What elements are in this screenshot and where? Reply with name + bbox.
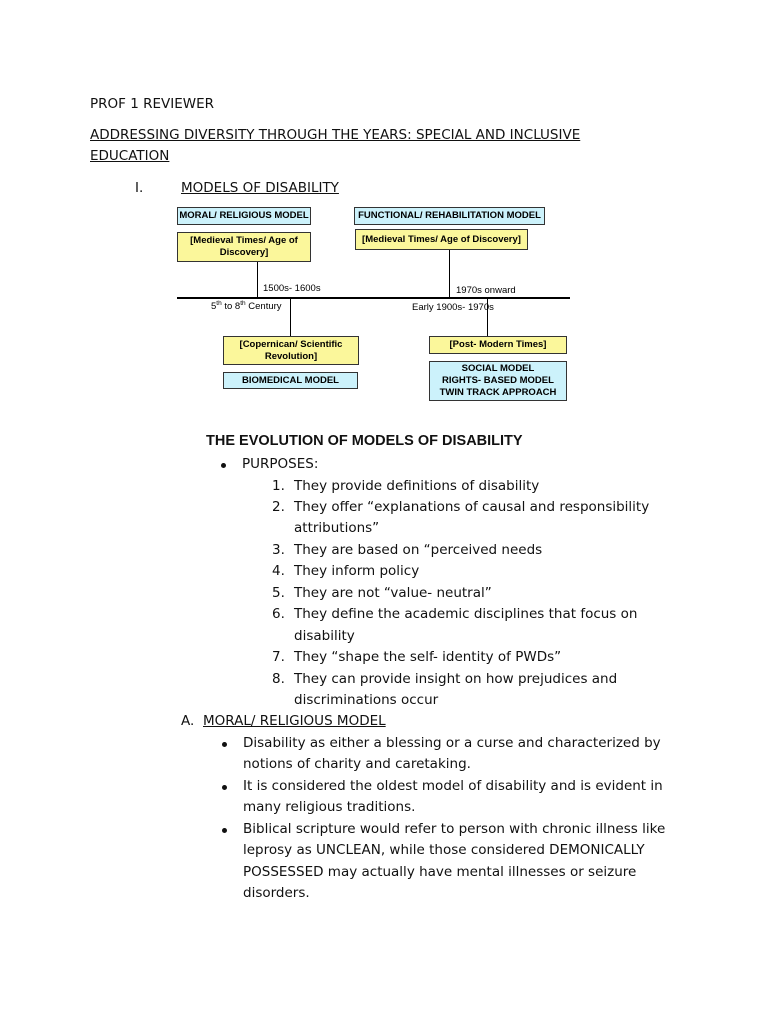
rights-based-model-line: RIGHTS- BASED MODEL — [442, 375, 554, 386]
twin-track-approach-line: TWIN TRACK APPROACH — [439, 387, 557, 398]
purpose-number: 5. — [272, 585, 285, 601]
main-heading-line-1: ADDRESSING DIVERSITY THROUGH THE YEARS: SPECIAL AND INCLUSIVE — [90, 127, 581, 143]
purpose-number: 6. — [272, 606, 285, 622]
purpose-text-continued: disability — [294, 628, 355, 644]
purpose-text: They define the academic disciplines that focus on — [294, 606, 638, 622]
document-title: PROF 1 REVIEWER — [90, 96, 214, 112]
bullet-text-continued: many religious traditions. — [243, 799, 416, 815]
social-model-line: SOCIAL MODEL — [461, 363, 535, 374]
section-numeral: I. — [135, 180, 144, 196]
purpose-number: 1. — [272, 478, 285, 494]
social-models-box — [429, 361, 567, 401]
purpose-text: They provide definitions of disability — [294, 478, 540, 494]
medieval-box-right: [Medieval Times/ Age of Discovery] — [355, 229, 528, 250]
section-a-letter: A. — [181, 713, 195, 729]
connector-right-up — [449, 250, 450, 298]
purpose-text: They are based on “perceived needs — [294, 542, 543, 558]
bullet-text: Biblical scripture would refer to person with chronic illness like — [243, 821, 666, 837]
moral-model-box: MORAL/ RELIGIOUS MODEL — [177, 207, 311, 225]
bullet-text-continued: disorders. — [243, 885, 310, 901]
bullet-text-continued: POSSESSED may actually have mental illnesses or seizure — [243, 864, 637, 880]
bullet-icon — [222, 828, 227, 833]
purpose-text: They offer “explanations of causal and responsibility — [294, 499, 650, 515]
section-title: MODELS OF DISABILITY — [181, 180, 339, 196]
postmodern-box: [Post- Modern Times] — [429, 336, 567, 354]
purpose-text: They can provide insight on how prejudices and — [294, 671, 618, 687]
label-5th-to-8th-century: 5th to 8th Century — [211, 300, 282, 313]
label-1500s-1600s: 1500s- 1600s — [263, 283, 321, 294]
bullet-icon — [221, 463, 226, 468]
purpose-number: 7. — [272, 649, 285, 665]
functional-model-box: FUNCTIONAL/ REHABILITATION MODEL — [354, 207, 545, 225]
timeline-axis — [177, 297, 570, 299]
purpose-number: 3. — [272, 542, 285, 558]
label-early-1900s-1970s: Early 1900s- 1970s — [412, 302, 494, 313]
bullet-text: Disability as either a blessing or a curse and characterized by — [243, 735, 661, 751]
label-1970s-onward: 1970s onward — [456, 285, 516, 296]
bullet-text: It is considered the oldest model of disability and is evident in — [243, 778, 663, 794]
purpose-text: They are not “value- neutral” — [294, 585, 492, 601]
purpose-text-continued: attributions” — [294, 520, 380, 536]
purpose-text-continued: discriminations occur — [294, 692, 439, 708]
section-a-title: MORAL/ RELIGIOUS MODEL — [203, 713, 386, 729]
bullet-icon — [222, 785, 227, 790]
medieval-box-left: [Medieval Times/ Age of Discovery] — [177, 232, 311, 262]
connector-left-down — [290, 298, 291, 336]
purpose-number: 4. — [272, 563, 285, 579]
bullet-text-continued: leprosy as UNCLEAN, while those considered DEMONICALLY — [243, 842, 645, 858]
main-heading-line-2: EDUCATION — [90, 148, 170, 164]
bullet-text-continued: notions of charity and caretaking. — [243, 756, 471, 772]
evolution-heading: THE EVOLUTION OF MODELS OF DISABILITY — [206, 433, 523, 449]
bullet-icon — [222, 742, 227, 747]
purpose-text: They “shape the self- identity of PWDs” — [294, 649, 562, 665]
purpose-number: 2. — [272, 499, 285, 515]
purpose-number: 8. — [272, 671, 285, 687]
purposes-label: PURPOSES: — [242, 456, 319, 472]
biomedical-model-box: BIOMEDICAL MODEL — [223, 372, 358, 389]
connector-left-up — [257, 262, 258, 298]
purpose-text: They inform policy — [294, 563, 420, 579]
copernican-box: [Copernican/ Scientific Revolution] — [223, 336, 359, 365]
